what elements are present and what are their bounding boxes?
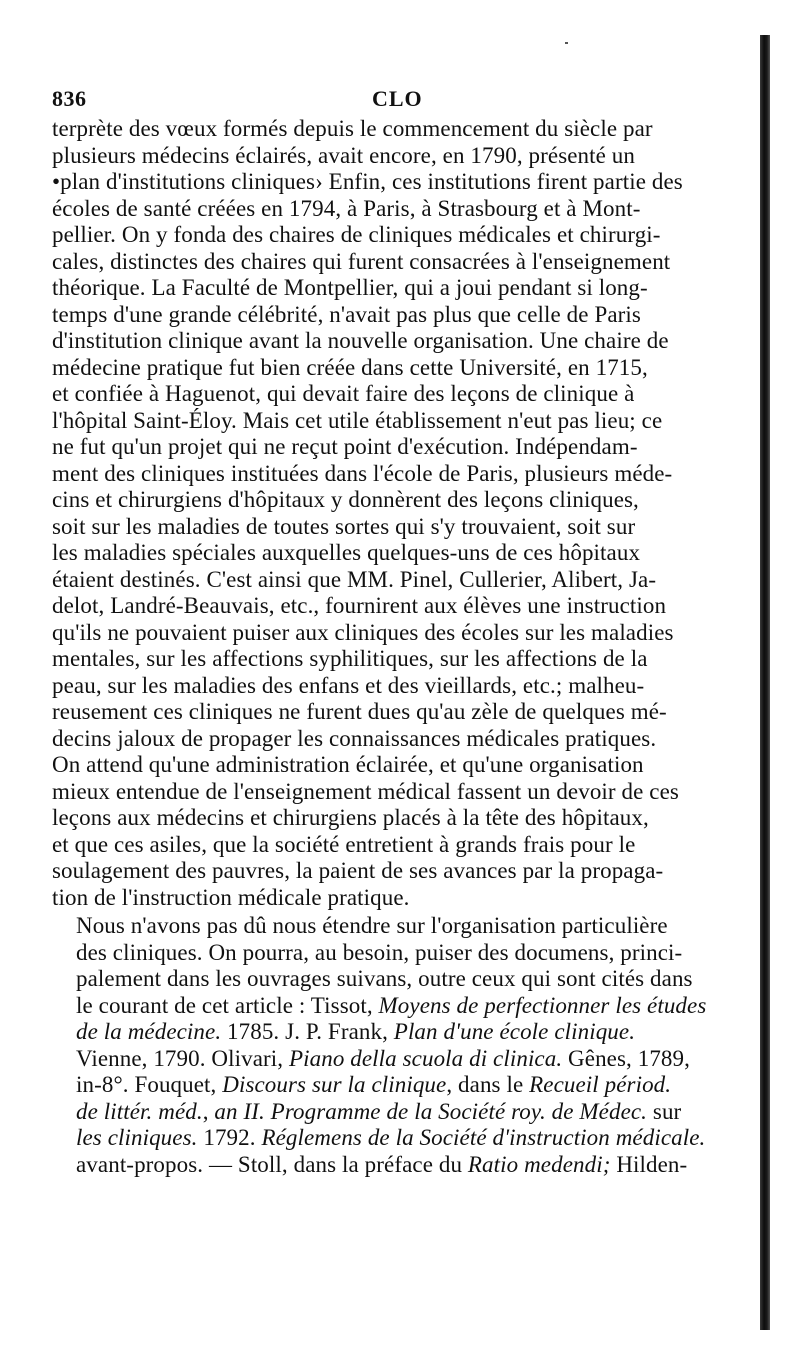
text-line: soulagement des pauvres, la paient de ses avances par la propaga- [52,858,664,883]
text-line: mentales, sur les affections syphilitiques, sur les affections de la [52,646,648,671]
italic-title-segment: Recueil périod. [529,1072,672,1097]
text-segment: 1792. [197,1125,262,1150]
running-head: CLO [372,86,423,111]
text-line: étaient destinés. C'est ainsi que MM. Pinel, Cullerier, Alibert, Ja- [52,566,657,592]
text-segment: Gênes, 1789, [562,1045,690,1071]
text-segment: des cliniques. On pourra, au besoin, puiser des documens, princi- [76,939,683,965]
text-line [52,913,754,940]
text-line: théorique. La Faculté de Montpellier, qui a joui pendant si long- [52,275,648,300]
text-line: médecine pratique fut bien créée dans cette Université, en 1715, [52,354,648,380]
text-segment: sur [647,1098,682,1124]
text-segment: avant-propos. — Stoll, dans la préface du [76,1151,468,1177]
italic-title-segment: de littér. méd. [76,1098,203,1124]
text-line: plusieurs médecins éclairés, avait encore, en 1790, présenté un [52,142,635,168]
text-line [52,1019,754,1046]
text-line: et confiée à Haguenot, qui devait faire des leçons de clinique à [52,381,635,406]
text-line [52,1152,754,1179]
italic-title-segment: Piano della scuola di clinica. [288,1045,563,1071]
text-segment: Nous n'avons pas dû nous étendre sur l'organisation particulière [76,913,668,938]
text-line: qu'ils ne pouvaient puiser aux cliniques des écoles sur les maladies [52,619,674,645]
paragraph-clinical-schools [52,116,754,911]
text-segment: Hilden- [610,1151,688,1177]
text-line: temps d'une grande célébrité, n'avait pas plus que celle de Paris [52,301,641,327]
page-header [52,86,742,116]
text-line: reusement ces cliniques ne furent dues qu'au zèle de quelques mé- [52,699,667,724]
text-segment: 1785. J. P. Frank, [221,1019,394,1044]
text-line [52,1046,754,1073]
text-line: écoles de santé créées en 1794, à Paris, à Strasbourg et à Mont- [52,195,641,221]
text-line: ne fut qu'un projet qui ne reçut point d'exécution. Indépendam- [52,434,638,459]
italic-title-segment: an II. Programme de la Société roy. de Médec. [214,1098,648,1124]
text-line [52,940,754,967]
text-line: decins jaloux de propager les connaissances médicales pratiques. [52,725,657,751]
italic-title-segment: Réglemens de la Société d'instruction médicale. [261,1125,706,1150]
text-line: pellier. On y fonda des chaires de cliniques médicales et chirurgi- [52,222,661,247]
text-line [52,1072,754,1099]
text-line: tion de l'instruction médicale pratique. [52,884,410,910]
text-line: soit sur les maladies de toutes sortes qui s'y trouvaient, soit sur [52,513,636,539]
text-segment: in-8°. Fouquet, [76,1072,223,1097]
italic-title-segment: Plan d'une école clinique. [393,1019,636,1044]
text-line: mieux entendue de l'enseignement médical fassent un devoir de ces [52,778,679,804]
text-line: On attend qu'une administration éclairée, et qu'une organisation [52,752,644,777]
page-number: 836 [52,86,87,111]
italic-title-segment: Moyens de perfectionner les études [378,992,707,1018]
text-line: delot, Landré-Beauvais, etc., fournirent aux élèves une instruction [52,593,667,618]
text-line: peau, sur les maladies des enfans et des vieillards, etc.; malheu- [52,672,645,698]
text-segment: palement dans les ouvrages suivans, outre ceux qui sont cités dans [76,966,693,991]
text-line: •plan d'institutions cliniques› Enfin, ces institutions firent partie des [52,169,683,194]
text-line: cins et chirurgiens d'hôpitaux y donnèrent des leçons cliniques, [52,487,639,512]
paragraph-bibliography [52,913,754,1178]
page-binding-edge [760,35,770,1330]
text-line: d'institution clinique avant la nouvelle organisation. Une chaire de [52,328,669,353]
text-line: l'hôpital Saint-Éloy. Mais cet utile établissement n'eut pas lieu; ce [52,407,663,433]
italic-title-segment: Discours sur la clinique [222,1072,447,1097]
italic-title-segment: de la médecine. [76,1019,222,1044]
italic-title-segment: Ratio medendi; [467,1151,611,1177]
text-line [52,1125,754,1152]
text-line [52,966,754,993]
text-line: cales, distinctes des chaires qui furent consacrées à l'enseignement [52,248,671,274]
text-line [52,1099,754,1126]
text-line: et que ces asiles, que la société entretient à grands frais pour le [52,831,636,857]
text-line: les maladies spéciales auxquelles quelques-uns de ces hôpitaux [52,540,641,565]
body-text [52,116,754,1178]
text-segment: , dans le [446,1072,530,1097]
text-segment: Vienne, 1790. Olivari, [76,1045,289,1071]
scan-speck [565,42,568,44]
text-segment: , [202,1098,215,1124]
italic-title-segment: les cliniques. [76,1125,198,1150]
text-line: ment des cliniques instituées dans l'école de Paris, plusieurs méde- [52,460,673,486]
text-segment: le courant de cet article : Tissot, [76,992,379,1018]
text-line [52,993,754,1020]
text-line: terprète des vœux formés depuis le commencement du siècle par [52,116,653,141]
text-line: leçons aux médecins et chirurgiens placés à la tête des hôpitaux, [52,805,649,830]
